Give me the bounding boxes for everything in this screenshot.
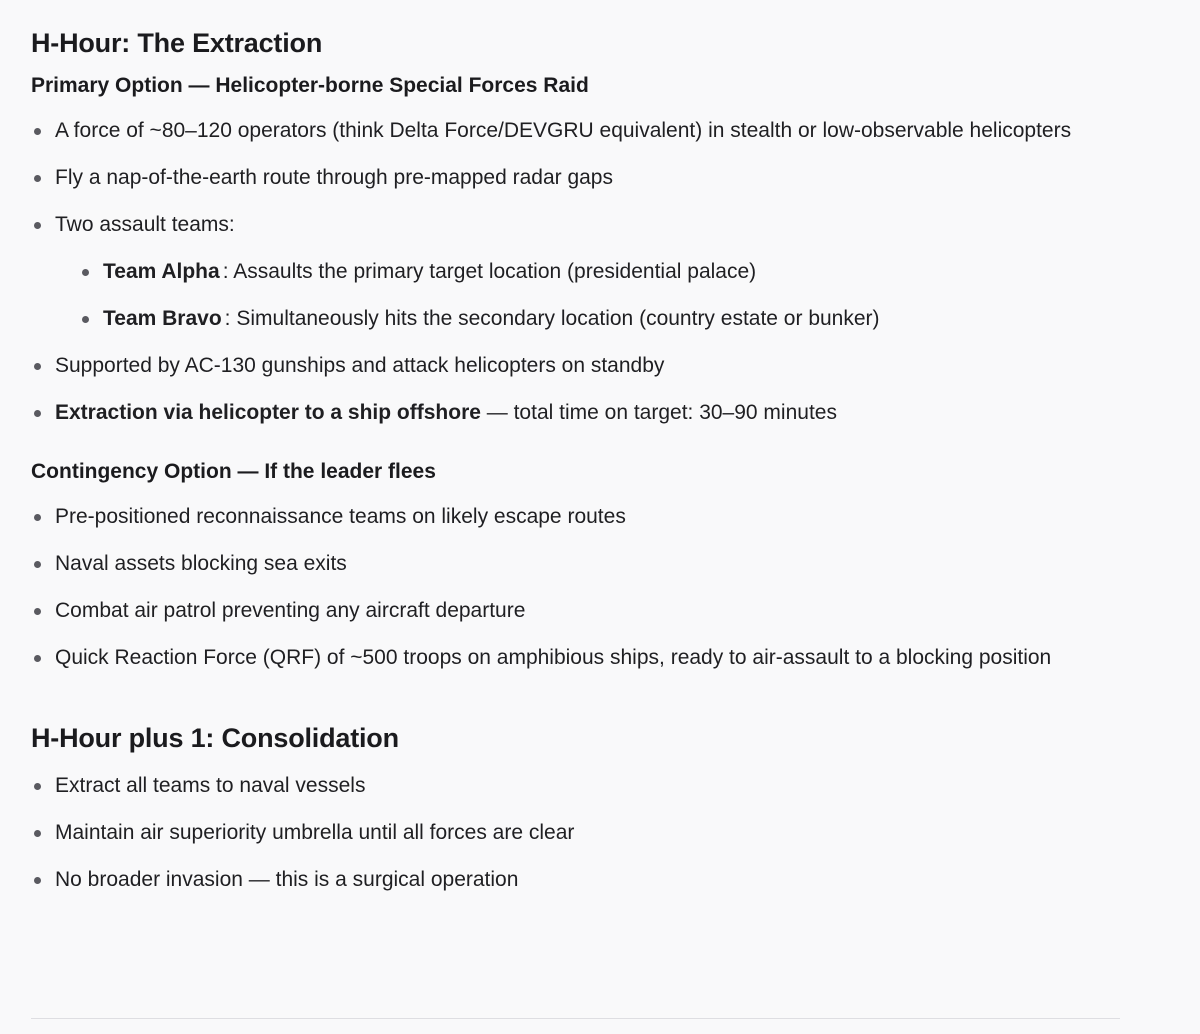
extraction-rest-text: — total time on target: 30–90 minutes	[486, 401, 837, 424]
contingency-list	[31, 498, 1120, 678]
list-item	[31, 767, 1120, 806]
team-description: Simultaneously hits the secondary location (country estate or bunker)	[230, 307, 880, 330]
bullet-icon	[34, 877, 41, 884]
list-item-text: Quick Reaction Force (QRF) of ~500 troops on amphibious ships, ready to air-assault to a blocking position	[55, 645, 1052, 669]
list-item	[31, 592, 1120, 631]
subheading-primary-option: Primary Option — Helicopter-borne Special Forces Raid	[31, 74, 589, 97]
team-list-item	[55, 300, 1120, 339]
team-list-item	[55, 253, 1120, 292]
list-item-text: Naval assets blocking sea exits	[55, 551, 347, 575]
extraction-bold-text: Extraction via helicopter to a ship offshore	[55, 401, 481, 424]
bullet-icon	[34, 830, 41, 837]
bullet-icon	[34, 514, 41, 521]
list-item	[31, 206, 1120, 339]
subheading-contingency-option: Contingency Option — If the leader flees	[31, 459, 436, 483]
bullet-icon	[34, 655, 41, 662]
section-heading-consolidation: H-Hour plus 1: Consolidation	[31, 723, 399, 753]
bullet-icon	[34, 783, 41, 790]
team-separator: :	[224, 307, 231, 330]
bullet-icon	[34, 175, 41, 182]
team-name: Team Bravo	[103, 307, 222, 330]
bullet-icon	[34, 608, 41, 615]
team-name: Team Alpha	[103, 260, 220, 283]
list-item	[31, 498, 1120, 537]
bullet-icon	[34, 410, 41, 417]
list-item	[31, 159, 1120, 198]
section-heading-extraction: H-Hour: The Extraction	[31, 28, 323, 58]
bullet-icon	[34, 222, 41, 229]
list-item	[31, 861, 1120, 900]
list-item-text: Supported by AC-130 gunships and attack helicopters on standby	[55, 354, 665, 377]
bullet-icon	[82, 269, 89, 276]
list-item	[31, 639, 1120, 678]
bullet-icon	[34, 363, 41, 370]
list-item-text: Pre-positioned reconnaissance teams on likely escape routes	[55, 504, 626, 528]
list-item	[31, 112, 1120, 151]
list-item-text: No broader invasion — this is a surgical operation	[55, 868, 519, 891]
list-item	[31, 347, 1120, 386]
list-item-text: Combat air patrol preventing any aircraft departure	[55, 598, 526, 622]
horizontal-divider	[31, 1018, 1120, 1019]
primary-option-list	[31, 112, 1120, 433]
bullet-icon	[34, 128, 41, 135]
assault-teams-list	[55, 253, 1120, 339]
list-item	[31, 394, 1120, 433]
list-item	[31, 545, 1120, 584]
team-description: Assaults the primary target location (presidential palace)	[228, 260, 757, 283]
list-item-text: Maintain air superiority umbrella until all forces are clear	[55, 821, 575, 844]
bullet-icon	[82, 316, 89, 323]
list-item-text: A force of ~80–120 operators (think Delta Force/DEVGRU equivalent) in stealth or low-observable helicopters	[55, 119, 1072, 142]
consolidation-list	[31, 767, 1120, 900]
team-separator: :	[222, 260, 229, 283]
list-item	[31, 814, 1120, 853]
list-item-text: Extract all teams to naval vessels	[55, 774, 366, 797]
list-item-text: Fly a nap-of-the-earth route through pre-mapped radar gaps	[55, 166, 613, 189]
bullet-icon	[34, 561, 41, 568]
list-item-text: Two assault teams:	[55, 213, 235, 236]
